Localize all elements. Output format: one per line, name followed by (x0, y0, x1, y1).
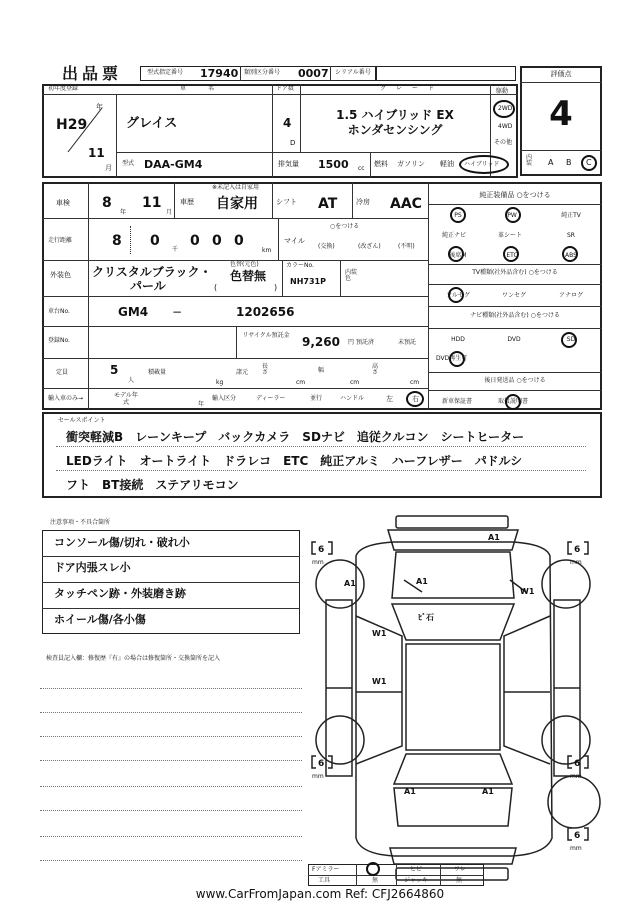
fuel-label: 燃料 (374, 160, 388, 168)
note-line-4: ホイール傷/各小傷 (54, 613, 146, 626)
first-reg-month: 11 (88, 146, 105, 160)
shift-label: シフト (276, 198, 297, 206)
model-value: DAA-GM4 (144, 158, 203, 171)
inspection-year: 8 (102, 195, 112, 211)
mark-hood: A1 (416, 577, 428, 586)
interior-c-circle (581, 155, 597, 171)
svg-text:mm: mm (570, 559, 582, 566)
tire-rl: 6 (318, 759, 325, 769)
svg-text:mm: mm (312, 559, 324, 566)
mark-front-bumper: A1 (488, 533, 500, 542)
class-label: 類別区分番号 (244, 69, 281, 76)
mark-left-door-rear: W1 (372, 677, 387, 686)
odo-digit-3: 0 (190, 233, 200, 249)
chassis-model: GM4 (118, 305, 149, 319)
drive-2wd-circle (493, 100, 515, 118)
plate-note: ※未記入は自家用 (212, 184, 260, 191)
plate-value: 自家用 (216, 196, 258, 212)
color-no-value: NH731P (290, 277, 326, 286)
inspection-label: 車検 (56, 199, 70, 207)
notes-label: 注意事項・不具合箇所 (50, 519, 111, 526)
circle-note: ○をつける (330, 223, 360, 230)
serial-box (376, 66, 516, 81)
mark-left-door-front: W1 (372, 629, 387, 638)
inspection-month: 11 (142, 195, 162, 211)
interior-label: 内装 (526, 154, 533, 167)
model-label: 型式 (122, 160, 135, 167)
odo-digit-4: 0 (212, 233, 222, 249)
capacity-value: 5 (110, 363, 119, 377)
capacity-label: 定員 (56, 369, 69, 376)
odo-digit-1: 8 (112, 233, 122, 249)
first-reg-label: 初年度登録 (48, 85, 79, 92)
inspector-label: 検査員記入欄：修復歴『有』の場合は修復箇所・交換箇所を記入 (46, 655, 221, 662)
mile-label: マイル (284, 237, 305, 245)
mark-left-front: A1 (344, 579, 356, 588)
ac-value: AAC (390, 196, 422, 212)
mark-windshield: ﾋﾞ石 (418, 613, 434, 622)
interior-a: A (548, 158, 554, 167)
tire-spare: 6 (574, 831, 581, 841)
score-value: 4 (549, 94, 573, 134)
interior-b: B (566, 158, 572, 167)
sales-label: セールスポイント (58, 417, 106, 424)
drive-label: 駆動 (496, 88, 509, 95)
serial-label: シリアル番号 (335, 69, 371, 76)
displacement-value: 1500 (318, 158, 349, 171)
genuine-header: 純正装備品 ○をつける (479, 191, 551, 199)
doors-value: 4 (283, 116, 292, 130)
watermark: www.CarFromJapan.com Ref: CFJ2664860 (195, 887, 445, 901)
grade-line2: ホンダセンシング (347, 123, 443, 137)
model-cert-value: 17940 (200, 67, 239, 80)
doors-label: ドア数 (276, 85, 294, 92)
chassis-number: 1202656 (236, 305, 295, 319)
svg-text:mm: mm (570, 773, 582, 780)
fuel-hybrid-circle (459, 155, 509, 174)
car-name-label: 車名 (180, 85, 237, 92)
recycle-amount: 9,260 (302, 335, 340, 349)
tire-fr: 6 (574, 545, 581, 555)
displacement-label: 排気量 (278, 160, 299, 168)
form-title: 出品票 (62, 64, 123, 83)
class-value: 0007 (298, 67, 329, 80)
interior-c: C (586, 158, 592, 167)
chassis-label: 車台No. (48, 308, 70, 315)
odo-label: 走行距離 (48, 237, 73, 244)
grade-line1: 1.5 ハイブリッド EX (336, 108, 454, 122)
tire-rr: 6 (574, 759, 581, 769)
color-change-value: 色替無 (230, 269, 267, 283)
sales-line-2: LEDライト オートライト ドラレコ ETC 純正アルミ ハーフレザー パドルシ (66, 454, 523, 468)
shift-value: AT (318, 196, 338, 212)
car-name: グレイス (126, 116, 178, 131)
sales-line-1: 衝突軽減B レーンキープ バックカメラ SDナビ 追従クルコン シートヒーター (66, 430, 525, 444)
mark-right-front: W1 (520, 587, 535, 596)
handle-right-circle (406, 391, 424, 407)
svg-text:mm: mm (570, 845, 582, 852)
grade-header: グレード (380, 85, 445, 92)
ac-label: 冷房 (356, 198, 370, 206)
first-reg-year: H29 (56, 117, 88, 133)
plate-label: 車歴 (180, 198, 194, 206)
mark-rear-left: A1 (404, 787, 416, 796)
note-line-1: コンソール傷/切れ・破れ小 (54, 536, 190, 549)
odo-digit-5: 0 (234, 233, 244, 249)
color-name-1: クリスタルブラック・ (92, 265, 212, 279)
reg-no-label: 登録No. (48, 337, 70, 344)
score-label: 評価点 (550, 70, 572, 78)
color-label: 外装色 (50, 271, 71, 279)
odo-digit-2: 0 (150, 233, 160, 249)
tire-fl: 6 (318, 545, 325, 555)
sales-line-3: フト BT接続 ステアリモコン (66, 478, 239, 492)
svg-text:mm: mm (312, 773, 324, 780)
car-damage-diagram (300, 508, 606, 884)
model-cert-label: 型式指定番号 (147, 69, 184, 76)
note-line-2: ドア内張スレ小 (54, 561, 131, 574)
color-name-2: パール (130, 279, 166, 293)
note-line-3: タッチペン跡・外装磨き跡 (54, 587, 186, 600)
mark-rear-right: A1 (482, 787, 494, 796)
